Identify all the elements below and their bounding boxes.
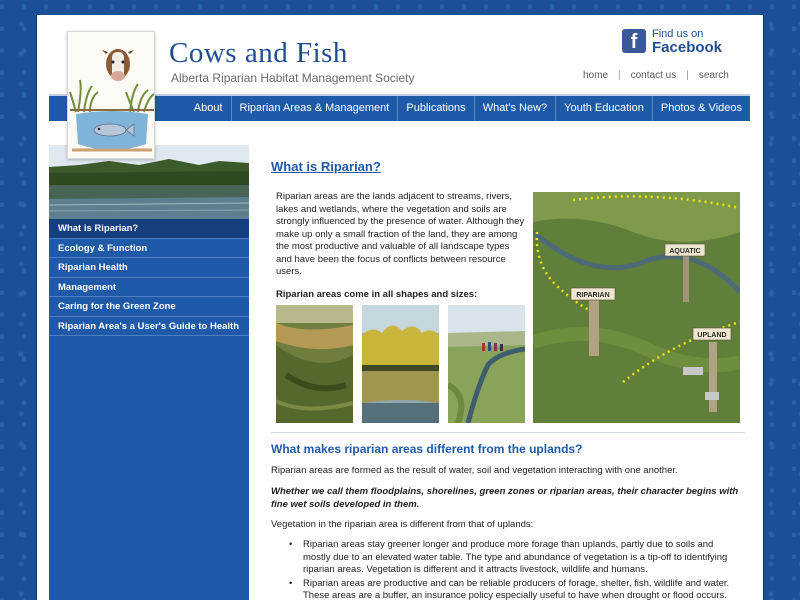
home-link[interactable]: home (583, 70, 609, 81)
riparian-thumbnails (276, 305, 526, 423)
diagram-label-upland: UPLAND (697, 332, 727, 339)
facebook-line1: Find us on (652, 28, 704, 40)
sidebar-item-riparian-health[interactable]: Riparian Health (49, 258, 249, 278)
page-container (36, 15, 764, 600)
site-title[interactable]: Cows and Fish (169, 37, 348, 69)
search-link[interactable]: search (698, 70, 729, 81)
facebook-link[interactable] (622, 28, 722, 54)
valley-photo[interactable] (276, 305, 353, 423)
nav-riparian-areas-management[interactable]: Riparian Areas & Management (231, 96, 398, 121)
util-separator: | (686, 70, 689, 81)
main-content (271, 145, 751, 600)
paragraph-vegetation: Vegetation in the riparian area is different from that of uplands: (271, 519, 534, 530)
site-logo[interactable] (67, 31, 155, 159)
contact-us-link[interactable]: contact us (630, 70, 677, 81)
sidebar-item-users-guide[interactable]: Riparian Area's a User's Guide to Health (49, 317, 249, 337)
nav-about[interactable]: About (193, 102, 223, 114)
site-subtitle: Alberta Riparian Habitat Management Society (171, 71, 415, 85)
facebook-icon: f (622, 29, 646, 53)
stream-people-photo[interactable] (448, 305, 525, 423)
intro-text-block (276, 191, 526, 301)
sidebar-menu (49, 219, 249, 600)
utility-links (573, 70, 739, 81)
sidebar-item-management[interactable]: Management (49, 278, 249, 298)
facebook-line2: Facebook (652, 39, 723, 56)
section-divider (271, 432, 745, 433)
intro-paragraph: Riparian areas are the lands adjacent to streams, rivers, lakes and wetlands, where the vegetation and soils are strongly influenced by the presence of water. Although they make up only a small fraction of the land, they are among the most productive and valuable of all landscape types and have been the focus of conflicts between resource users. (276, 191, 525, 277)
sidebar-item-what-is-riparian[interactable]: What is Riparian? (49, 219, 249, 239)
sidebar-item-ecology-function[interactable]: Ecology & Function (49, 239, 249, 259)
util-separator: | (618, 70, 621, 81)
paragraph-formation: Riparian areas are formed as the result of water, soil and vegetation interacting with one another. (271, 465, 678, 476)
autumn-lake-photo[interactable] (362, 305, 439, 423)
riparian-diagram-photo[interactable] (533, 192, 740, 423)
paragraph-character: Whether we call them floodplains, shorelines, green zones or riparian areas, their character begins with fine wet soils developed in them. (271, 486, 739, 510)
nav-publications[interactable]: Publications (397, 96, 473, 121)
section-subheading: What makes riparian areas different from the uplands? (271, 442, 583, 456)
page-title[interactable]: What is Riparian? (271, 159, 381, 174)
diagram-label-aquatic: AQUATIC (669, 248, 701, 255)
nav-youth-education[interactable]: Youth Education (555, 96, 652, 121)
sidebar-item-caring-green-zone[interactable]: Caring for the Green Zone (49, 297, 249, 317)
diagram-label-riparian: RIPARIAN (576, 292, 610, 299)
vegetation-bullet-list (289, 539, 741, 600)
list-item: • Riparian areas are productive and can be reliable producers of forage, shelter, fish, wildlife and water. These areas are a buffer, an insurance policy especially useful to have when drought or flood occurs. (289, 578, 741, 600)
nav-whats-new[interactable]: What's New? (474, 96, 555, 121)
list-item: • Riparian areas stay greener longer and produce more forage than uplands, partly due to soils and mostly due to an elevated water table. The type and abundance of vegetation is a tip-off to identifying riparian areas. Vegetation is different and it attracts livestock, wildlife and humans. (289, 539, 741, 577)
shapes-heading: Riparian areas come in all shapes and sizes: (276, 288, 478, 300)
nav-photos-videos[interactable]: Photos & Videos (652, 96, 750, 121)
